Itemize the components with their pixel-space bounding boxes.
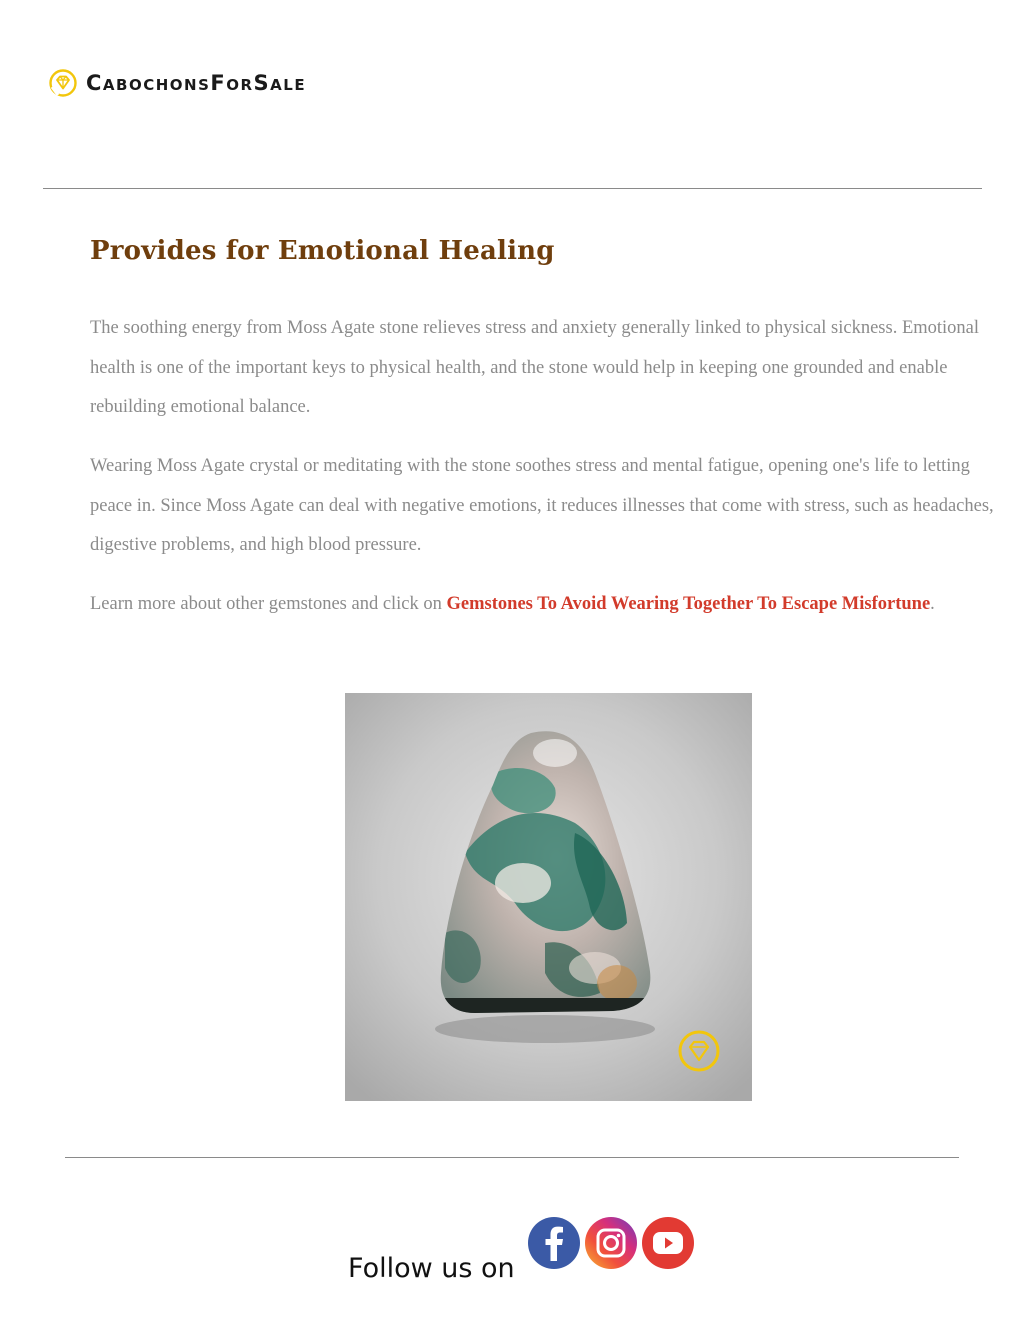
brand-logo[interactable] — [48, 65, 306, 101]
instagram-icon[interactable] — [585, 1217, 637, 1269]
paragraph-2: Wearing Moss Agate crystal or meditating with the stone soothes stress and mental fatigue, opening one's life to letting peace in. Since Moss Agate can deal with negative emotions, it reduces illnesses that come with stress, such as headaches, digestive problems, and high blood pressure. — [90, 456, 994, 555]
top-divider — [43, 188, 982, 189]
youtube-icon[interactable] — [642, 1217, 694, 1269]
paragraph-1: The soothing energy from Moss Agate stone relieves stress and anxiety generally linked to physical sickness. Emotional health is one of the important keys to physical health, and the stone would help in keeping one grounded and enable rebuilding emotional balance. — [90, 318, 980, 417]
moss-agate-photo — [345, 693, 752, 1101]
paragraph-3-prefix: Learn more about other gemstones and click on — [90, 594, 447, 614]
paragraph-3 — [90, 585, 1002, 625]
follow-us — [348, 1236, 515, 1284]
bottom-divider — [65, 1157, 959, 1158]
paragraph-3-suffix: . — [930, 594, 935, 614]
gemstones-article-link[interactable]: Gemstones To Avoid Wearing Together To Escape Misfortune — [446, 594, 931, 614]
follow-label: Follow us on — [348, 1252, 515, 1284]
brand-name: CabochonsForSale — [86, 71, 307, 95]
section-heading: Provides for Emotional Healing — [90, 236, 555, 266]
diamond-in-circle-icon — [48, 68, 78, 98]
facebook-icon[interactable] — [528, 1217, 580, 1269]
